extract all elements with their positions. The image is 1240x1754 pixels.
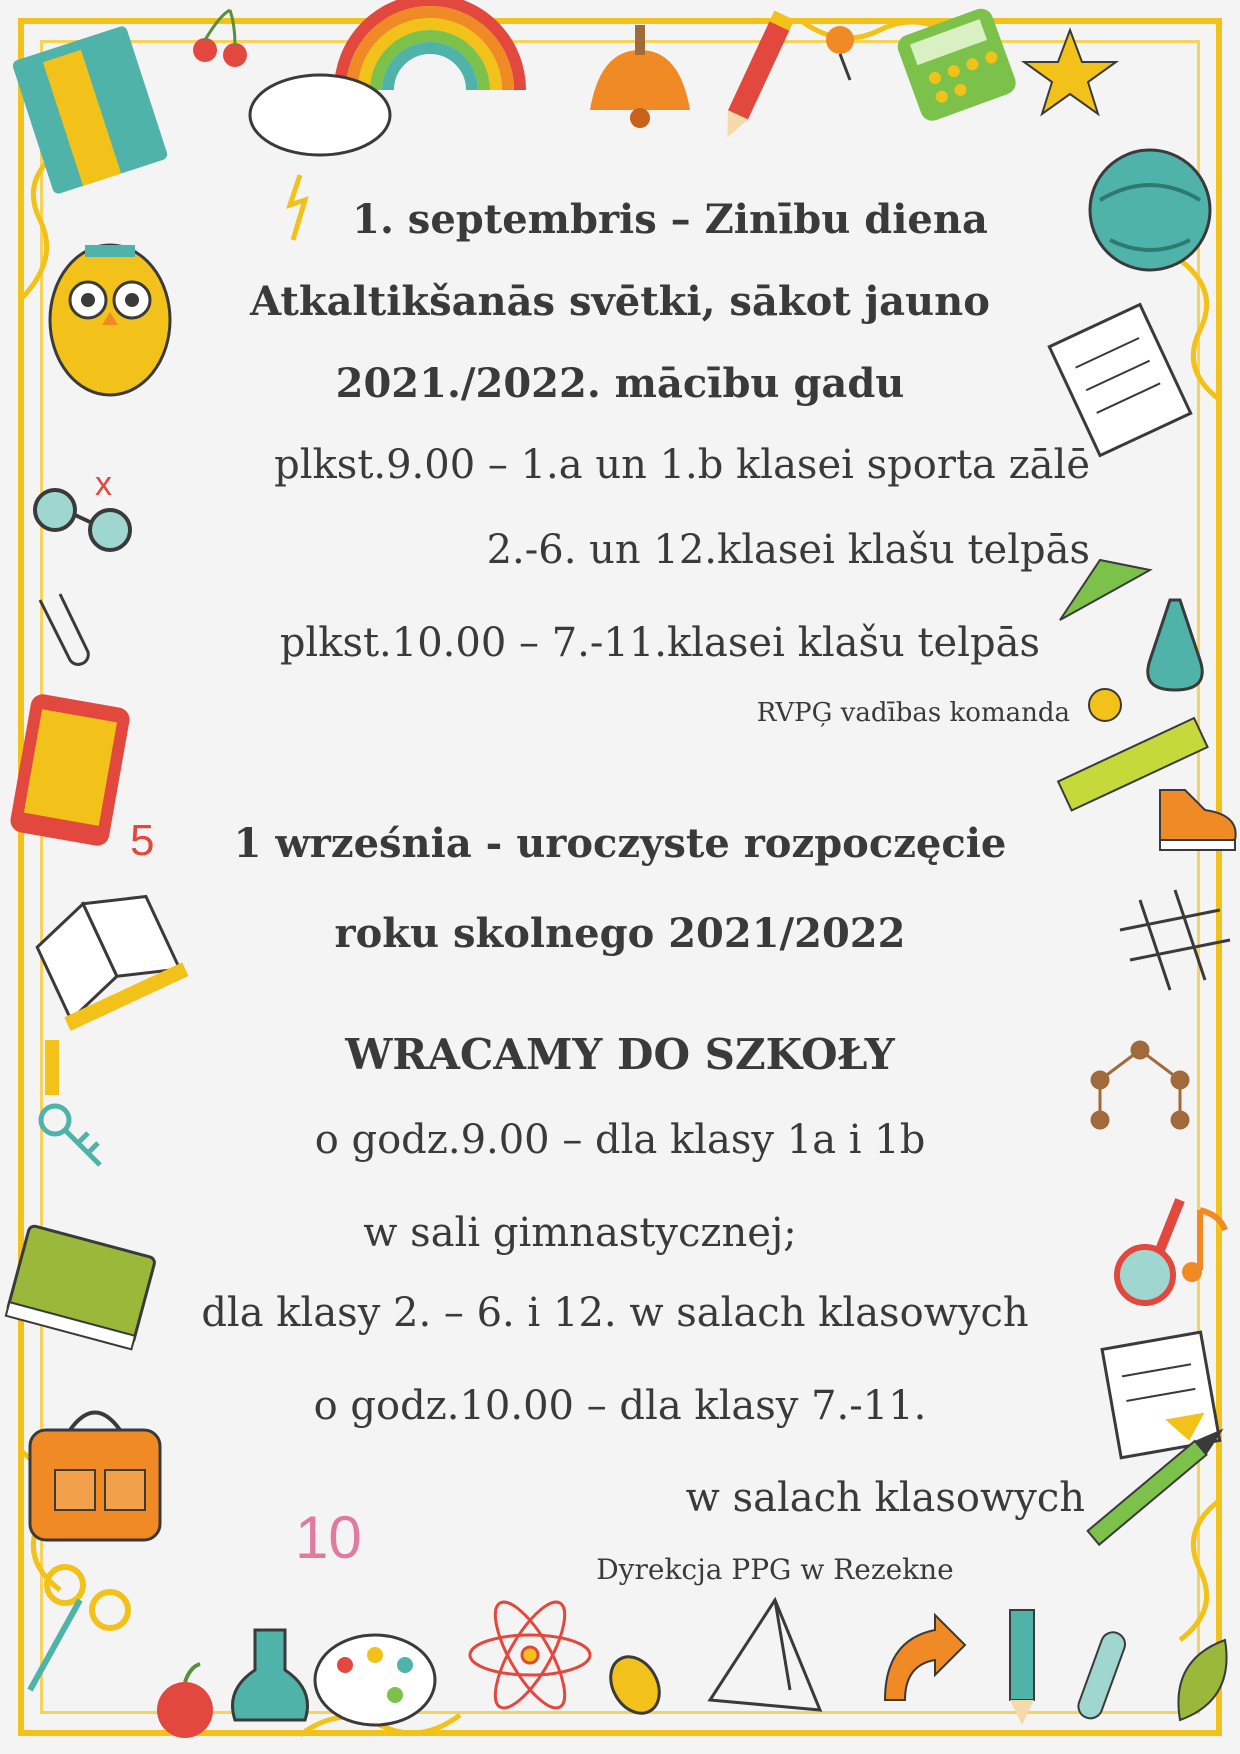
decor-number-10: 10: [295, 1504, 362, 1571]
latvian-subtitle-1: Atkaltikšanās svētki, sākot jauno: [250, 278, 990, 325]
polish-heading: WRACAMY DO SZKOŁY: [345, 1030, 895, 1079]
polish-schedule-4: o godz.10.00 – dla klasy 7.-11.: [313, 1383, 927, 1429]
polish-schedule-1: o godz.9.00 – dla klasy 1a i 1b: [314, 1117, 926, 1163]
latvian-schedule-1: plkst.9.00 – 1.a un 1.b klasei sporta zālē: [274, 442, 1090, 488]
decor-number-5: 5: [130, 816, 155, 865]
latvian-schedule-2: 2.-6. un 12.klasei klašu telpās: [486, 527, 1090, 573]
polish-signature: Dyrekcja PPG w Rezekne: [596, 1553, 954, 1586]
latvian-signature: RVPĢ vadības komanda: [756, 698, 1070, 728]
polish-schedule-3: dla klasy 2. – 6. i 12. w salach klasowych: [201, 1290, 1029, 1336]
latvian-title: 1. septembris – Zinību diena: [352, 196, 988, 243]
latvian-subtitle-2: 2021./2022. mācību gadu: [335, 360, 905, 407]
polish-title-2: roku skolnego 2021/2022: [334, 910, 906, 957]
polish-title-1: 1 września - uroczyste rozpoczęcie: [233, 820, 1007, 867]
polish-schedule-2: w sali gimnastycznej;: [363, 1210, 797, 1256]
decor-letter-x: x: [95, 465, 112, 503]
latvian-schedule-3: plkst.10.00 – 7.-11.klasei klašu telpās: [279, 620, 1040, 666]
polish-schedule-5: w salach klasowych: [685, 1475, 1085, 1521]
